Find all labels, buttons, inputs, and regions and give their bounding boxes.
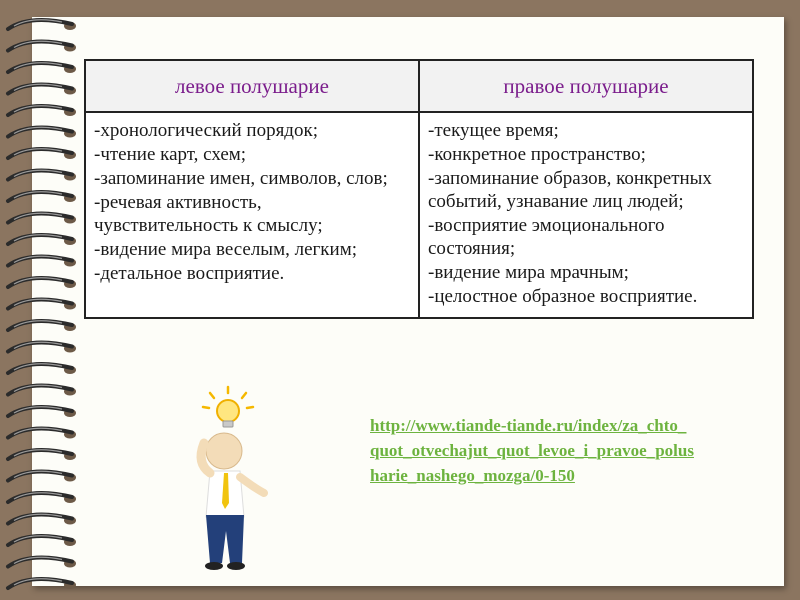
left-item: -хронологический порядок; [94, 120, 318, 141]
right-item: -конкретное пространство; [428, 144, 646, 165]
source-link-line[interactable]: quot_otvechajut_quot_levoe_i_pravoe_polus [370, 441, 694, 460]
thinking-person-with-lightbulb-icon [170, 385, 290, 575]
left-item: -речевая активность, чувствительность к смыслу; [94, 192, 323, 236]
right-item: -восприятие эмоционального состояния; [428, 215, 665, 259]
left-hemisphere-cell [85, 112, 419, 318]
source-link-line[interactable]: harie_nashego_mozga/0-150 [370, 466, 575, 485]
left-item: -детальное восприятие. [94, 263, 285, 284]
source-link-line[interactable]: http://www.tiande-tiande.ru/index/za_chto_ [370, 416, 687, 435]
hemisphere-comparison-table [84, 59, 754, 319]
lightbulb-icon [203, 387, 253, 427]
right-hemisphere-cell [419, 112, 753, 318]
right-item: -запоминание образов, конкретных событий, узнавание лиц людей; [428, 168, 712, 212]
source-link[interactable] [370, 413, 760, 488]
left-item: -чтение карт, схем; [94, 144, 247, 165]
header-left-hemisphere: левое полушарие [85, 60, 419, 112]
header-right-hemisphere: правое полушарие [419, 60, 753, 112]
right-item: -целостное образное восприятие. [428, 286, 698, 307]
right-item: -видение мира мрачным; [428, 262, 629, 283]
right-item: -текущее время; [428, 120, 559, 141]
left-item: -видение мира веселым, легким; [94, 239, 358, 260]
left-item: -запоминание имен, символов, слов; [94, 168, 388, 189]
